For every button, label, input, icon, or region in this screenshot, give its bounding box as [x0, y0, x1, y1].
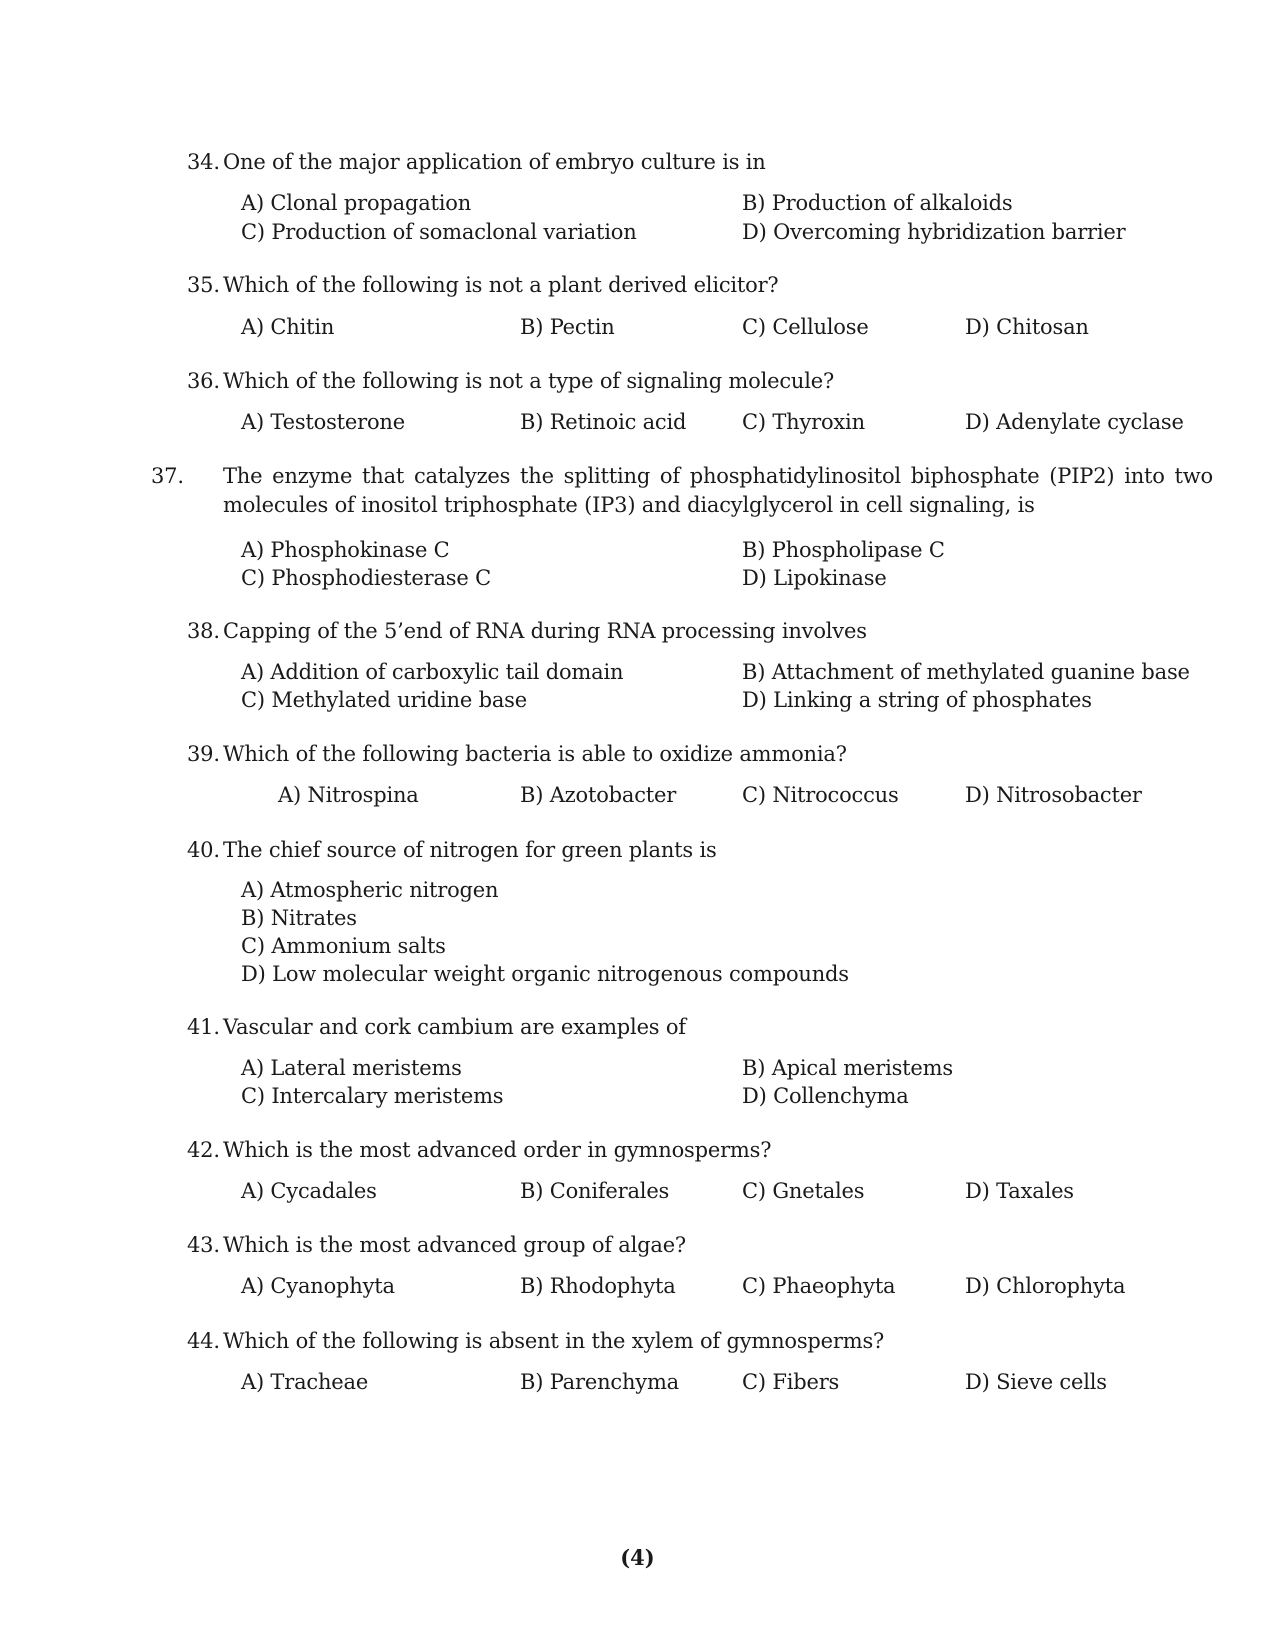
option-a[interactable]: A) Cyanophyta [241, 1274, 395, 1298]
option-d[interactable]: D) Adenylate cyclase [965, 410, 1184, 434]
option-b[interactable]: B) Azotobacter [520, 783, 677, 807]
option-a[interactable]: A) Clonal propagation [241, 191, 472, 215]
question-stem [187, 1327, 1187, 1356]
option-d[interactable]: D) Collenchyma [742, 1084, 909, 1108]
question-text: The chief source of nitrogen for green plants is [223, 838, 717, 862]
question-text: Capping of the 5’end of RNA during RNA processing involves [223, 619, 867, 643]
option-c[interactable]: C) Production of somaclonal variation [241, 220, 637, 244]
option-a[interactable]: A) Addition of carboxylic tail domain [241, 660, 624, 684]
question-stem [151, 462, 1213, 520]
question-stem [187, 1013, 1187, 1042]
question-number: 44. [187, 1329, 220, 1353]
option-b[interactable]: B) Attachment of methylated guanine base [742, 660, 1190, 684]
option-d[interactable]: D) Taxales [965, 1179, 1074, 1203]
option-a[interactable]: A) Tracheae [241, 1370, 369, 1394]
option-b[interactable]: B) Phospholipase C [742, 538, 945, 562]
option-c[interactable]: C) Gnetales [742, 1179, 865, 1203]
question-number: 34. [187, 150, 220, 174]
option-a[interactable]: A) Lateral meristems [241, 1056, 462, 1080]
option-a[interactable]: A) Chitin [241, 315, 335, 339]
option-c[interactable]: C) Thyroxin [742, 410, 865, 434]
question-number: 35. [187, 273, 220, 297]
question-number: 37. [151, 464, 184, 488]
option-b[interactable]: B) Retinoic acid [520, 410, 687, 434]
option-d[interactable]: D) Lipokinase [742, 566, 887, 590]
option-a[interactable]: A) Atmospheric nitrogen [241, 878, 499, 902]
question-number: 42. [187, 1138, 220, 1162]
question-text: Which is the most advanced order in gymnosperms? [223, 1138, 772, 1162]
option-c[interactable]: C) Fibers [742, 1370, 840, 1394]
question-number: 38. [187, 619, 220, 643]
option-c[interactable]: C) Intercalary meristems [241, 1084, 504, 1108]
question-stem [187, 271, 1187, 300]
question-text: Which of the following is not a type of signaling molecule? [223, 369, 835, 393]
page-number: (4) [620, 1545, 655, 1570]
option-d[interactable]: D) Sieve cells [965, 1370, 1107, 1394]
question-number: 36. [187, 369, 220, 393]
option-b[interactable]: B) Production of alkaloids [742, 191, 1013, 215]
option-d[interactable]: D) Nitrosobacter [965, 783, 1142, 807]
question-text: One of the major application of embryo culture is in [223, 150, 766, 174]
option-c[interactable]: C) Nitrococcus [742, 783, 899, 807]
option-a[interactable]: A) Nitrospina [278, 783, 419, 807]
question-text: Which is the most advanced group of algae? [223, 1233, 686, 1257]
option-d[interactable]: D) Chlorophyta [965, 1274, 1126, 1298]
option-d[interactable]: D) Chitosan [965, 315, 1089, 339]
option-b[interactable]: B) Apical meristems [742, 1056, 953, 1080]
option-b[interactable]: B) Pectin [520, 315, 615, 339]
question-stem [187, 1231, 1187, 1260]
option-c[interactable]: C) Cellulose [742, 315, 869, 339]
option-c[interactable]: C) Methylated uridine base [241, 688, 527, 712]
option-b[interactable]: B) Nitrates [241, 906, 357, 930]
option-c[interactable]: C) Ammonium salts [241, 934, 446, 958]
question-number: 43. [187, 1233, 220, 1257]
option-d[interactable]: D) Low molecular weight organic nitrogenous compounds [241, 962, 849, 986]
option-c[interactable]: C) Phaeophyta [742, 1274, 896, 1298]
question-stem [187, 617, 1187, 646]
option-d[interactable]: D) Overcoming hybridization barrier [742, 220, 1126, 244]
option-d[interactable]: D) Linking a string of phosphates [742, 688, 1092, 712]
question-text: The enzyme that catalyzes the splitting of phosphatidylinositol biphosphate (PIP2) into two molecules of inositol triphosphate (IP3) and diacylglycerol in cell signaling, is [223, 464, 1213, 517]
question-stem [187, 1136, 1187, 1165]
option-a[interactable]: A) Cycadales [241, 1179, 377, 1203]
option-b[interactable]: B) Coniferales [520, 1179, 670, 1203]
question-number: 39. [187, 742, 220, 766]
question-stem [187, 148, 1187, 177]
question-text: Vascular and cork cambium are examples of [223, 1015, 686, 1039]
question-number: 40. [187, 838, 220, 862]
question-text: Which of the following is not a plant derived elicitor? [223, 273, 779, 297]
question-text: Which of the following bacteria is able to oxidize ammonia? [223, 742, 847, 766]
question-number: 41. [187, 1015, 220, 1039]
question-stem [187, 836, 1187, 865]
question-text: Which of the following is absent in the xylem of gymnosperms? [223, 1329, 885, 1353]
option-a[interactable]: A) Testosterone [241, 410, 405, 434]
option-a[interactable]: A) Phosphokinase C [241, 538, 450, 562]
question-stem [187, 367, 1187, 396]
question-stem [187, 740, 1187, 769]
option-b[interactable]: B) Rhodophyta [520, 1274, 676, 1298]
option-b[interactable]: B) Parenchyma [520, 1370, 679, 1394]
option-c[interactable]: C) Phosphodiesterase C [241, 566, 491, 590]
